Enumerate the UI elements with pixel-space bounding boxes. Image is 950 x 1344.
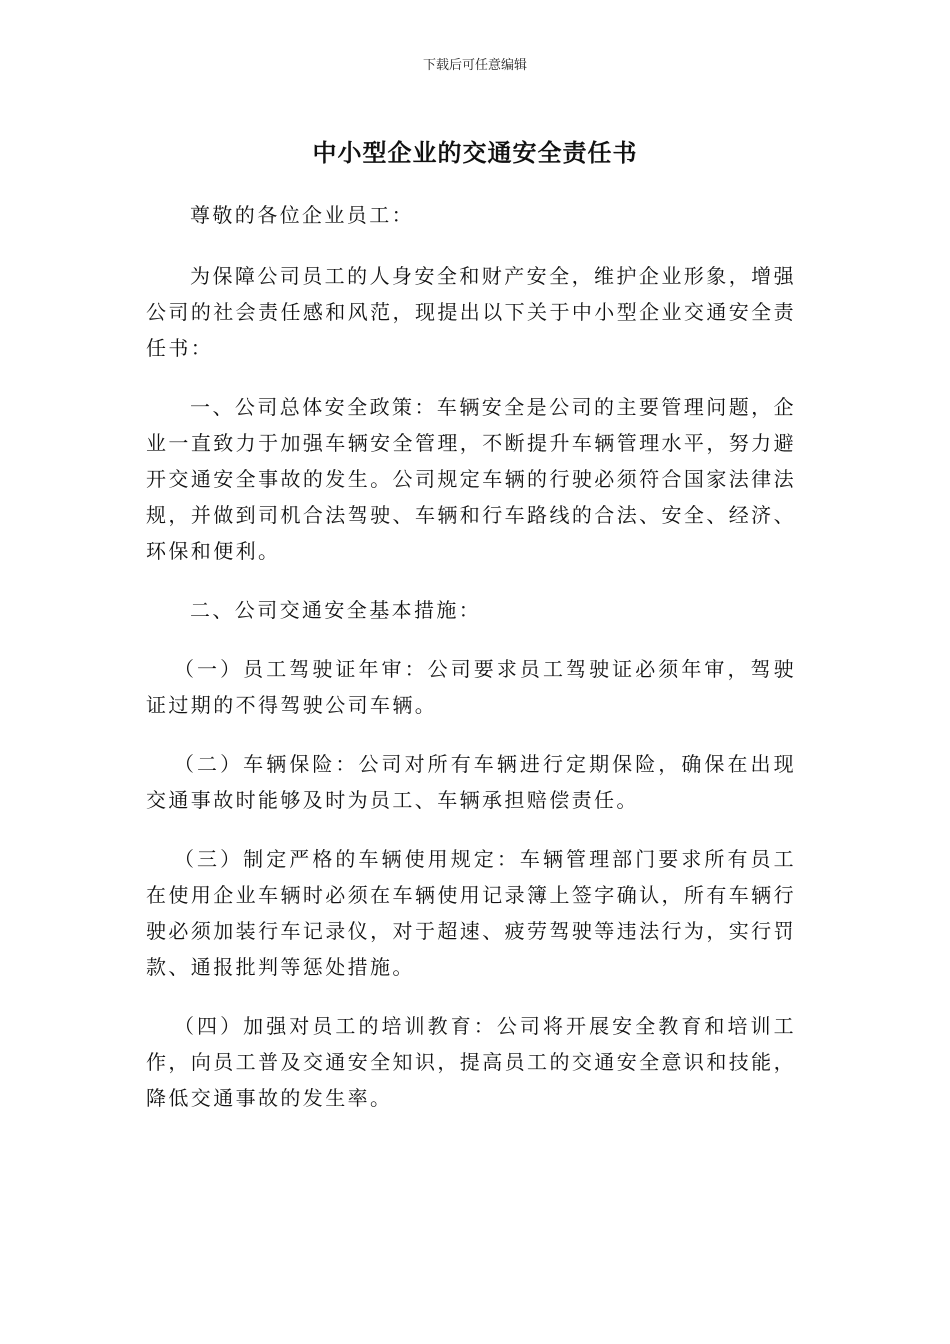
salutation: 尊敬的各位企业员工： xyxy=(190,203,414,227)
paragraph-measure-license: （一）员工驾驶证年审：公司要求员工驾驶证必须年审，驾驶证过期的不得驾驶公司车辆。 xyxy=(146,657,796,717)
header-note: 下载后可任意编辑 xyxy=(422,58,527,73)
paragraph-measure-insurance: （二）车辆保险：公司对所有车辆进行定期保险，确保在出现交通事故时能够及时为员工、车辆承担赔偿责任。 xyxy=(146,752,796,812)
paragraph-measure-training: （四）加强对员工的培训教育：公司将开展安全教育和培训工作，向员工普及交通安全知识，提高员工的交通安全意识和技能，降低交通事故的发生率。 xyxy=(146,1014,796,1110)
paragraph-intro: 为保障公司员工的人身安全和财产安全，维护企业形象，增强公司的社会责任感和风范，现提出以下关于中小型企业交通安全责任书： xyxy=(146,264,796,360)
paragraph-measure-usage-rules: （三）制定严格的车辆使用规定：车辆管理部门要求所有员工在使用企业车辆时必须在车辆使用记录簿上签字确认，所有车辆行驶必须加装行车记录仪，对于超速、疲劳驾驶等违法行为，实行罚款、通报批判等惩处措施。 xyxy=(146,847,796,979)
document-title: 中小型企业的交通安全责任书 xyxy=(312,139,638,167)
paragraph-policy: 一、公司总体安全政策：车辆安全是公司的主要管理问题，企业一直致力于加强车辆安全管理，不断提升车辆管理水平，努力避开交通安全事故的发生。公司规定车辆的行驶必须符合国家法律法规，并做到司机合法驾驶、车辆和行车路线的合法、安全、经济、环保和便利。 xyxy=(146,395,796,563)
document-body xyxy=(146,197,796,1139)
paragraph-measures-heading: 二、公司交通安全基本措施： xyxy=(190,598,482,622)
